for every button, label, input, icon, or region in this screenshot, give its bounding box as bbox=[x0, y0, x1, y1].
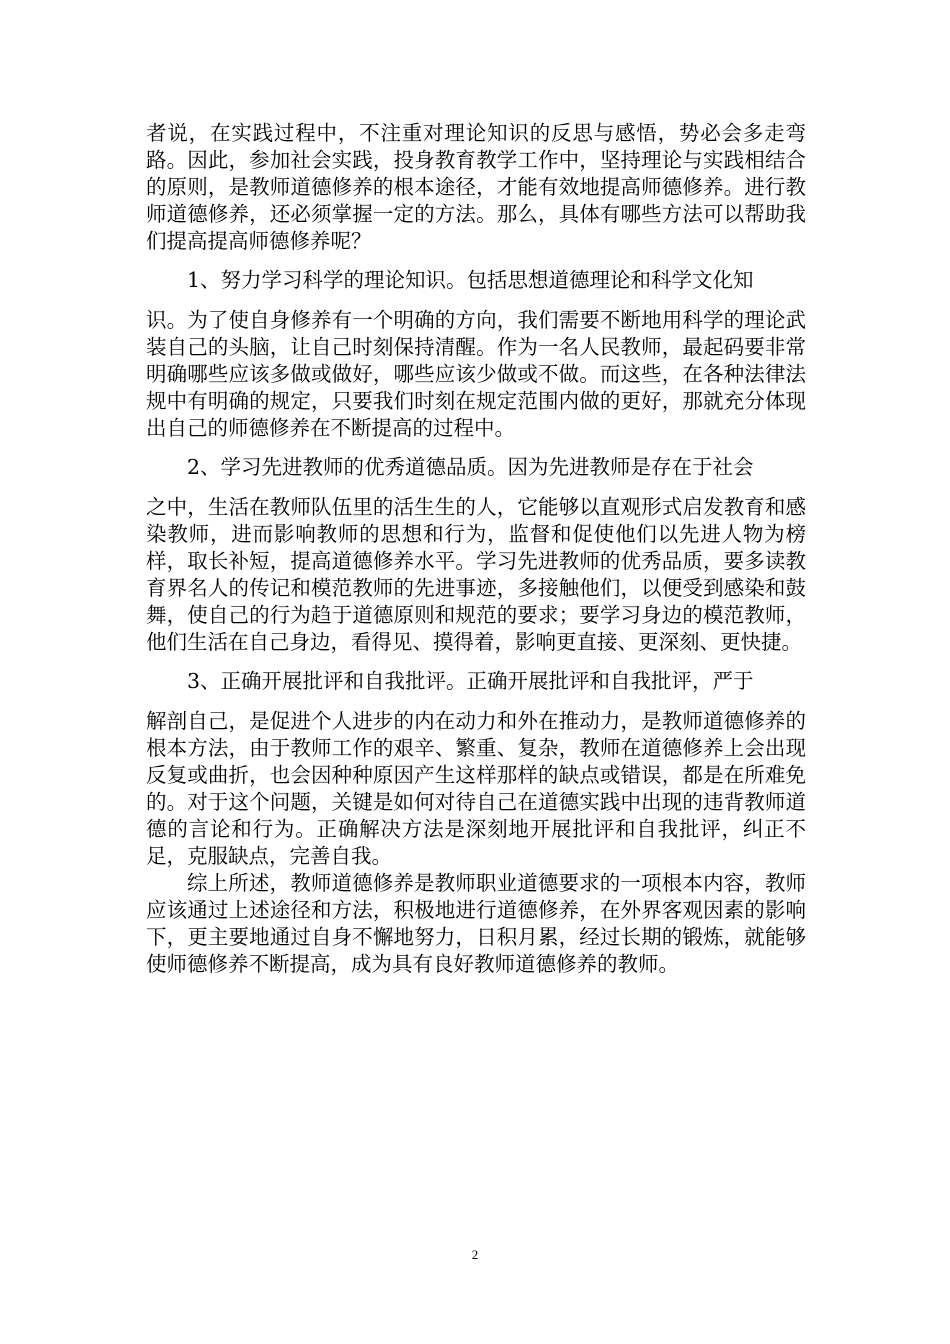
page-number: 2 bbox=[471, 1247, 479, 1262]
method-item-3-heading: 3、正确开展批评和自我批评。正确开展批评和自我批评，严于 bbox=[187, 669, 754, 693]
intro-paragraph: 者说，在实践过程中，不注重对理论知识的反思与感悟，势必会多走弯路。因此，参加社会实践，投身教育教学工作中，坚持理论与实践相结合的原则，是教师道德修养的根本途径，才能有效地提高师德修养。进行教师道德修养，还必须掌握一定的方法。那么，具体有哪些方法可以帮助我们提高提高师德修养呢？ bbox=[146, 121, 806, 253]
method-item-3-text: 解剖自己，是促进个人进步的内在动力和外在推动力，是教师道德修养的根本方法，由于教师工作的艰辛、繁重、复杂，教师在道德修养上会出现反复或曲折，也会因种种原因产生这样那样的缺点或错误，都是在所难免的。对于这个问题，关键是如何对待自己在道德实践中出现的违背教师道德的言论和行为。正确解决方法是深刻地开展批评和自我批评，纠正不足，克服缺点，完善自我。 bbox=[146, 709, 806, 868]
method-item-1-text: 识。为了使自身修养有一个明确的方向，我们需要不断地用科学的理论武装自己的头脑，让自己时刻保持清醒。作为一名人民教师，最起码要非常明确哪些应该多做或做好，哪些应该少做或不做。而这些，在各种法律法规中有明确的规定，只要我们时刻在规定范围内做的更好，那就充分体现出自己的师德修养在不断提高的过程中。 bbox=[146, 308, 806, 440]
method-item-2 bbox=[146, 454, 806, 656]
method-item-3 bbox=[146, 668, 806, 870]
method-item-1 bbox=[146, 267, 806, 442]
method-item-2-heading: 2、学习先进教师的优秀道德品质。因为先进教师是存在于社会 bbox=[187, 455, 754, 479]
method-item-1-heading: 1、努力学习科学的理论知识。包括思想道德理论和科学文化知 bbox=[187, 268, 754, 292]
method-item-2-text: 之中，生活在教师队伍里的活生生的人，它能够以直观形式启发教育和感染教师，进而影响教师的思想和行为，监督和促使他们以先进人物为榜样，取长补短，提高道德修养水平。学习先进教师的优秀品质，要多读教育界名人的传记和模范教师的先进事迹，多接触他们，以便受到感染和鼓舞，使自己的行为趋于道德原则和规范的要求；要学习身边的模范教师，他们生活在自己身边，看得见、摸得着，影响更直接、更深刻、更快捷。 bbox=[146, 495, 806, 654]
summary-paragraph: 综上所述，教师道德修养是教师职业道德要求的一项根本内容，教师应该通过上述途径和方法，积极地进行道德修养，在外界客观因素的影响下，更主要地通过自身不懈地努力，日积月累，经过长期的锻炼，就能够使师德修养不断提高，成为具有良好教师道德修养的教师。 bbox=[146, 871, 806, 976]
document-body bbox=[146, 120, 806, 978]
